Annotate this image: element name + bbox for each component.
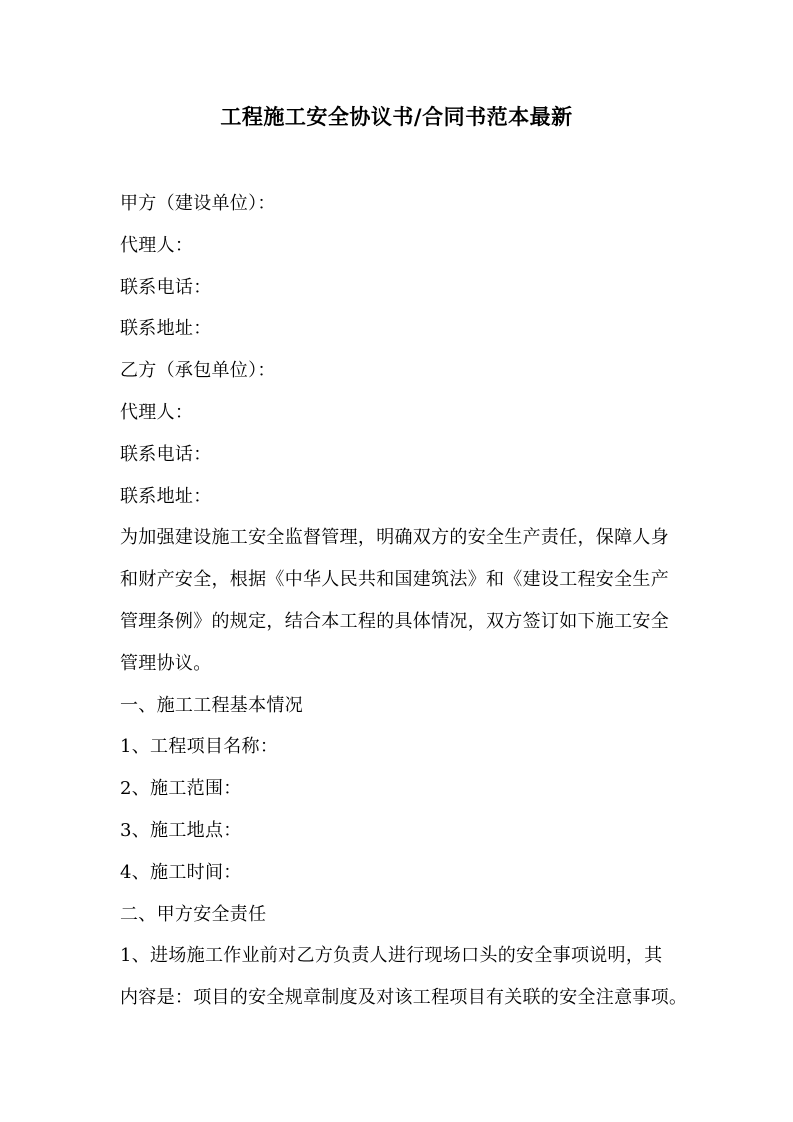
- intro-paragraph: [120, 517, 685, 684]
- section-2-item-1-line: 1、进场施工作业前对乙方负责人进行现场口头的安全事项说明，其: [120, 945, 663, 967]
- intro-line: 和财产安全，根据《中华人民共和国建筑法》和《建设工程安全生产: [120, 569, 669, 591]
- section-2-item-1-line: 内容是：项目的安全规章制度及对该工程项目有关联的安全注意事项。: [120, 987, 688, 1009]
- section-1-heading: 一、施工工程基本情况: [120, 694, 303, 716]
- party-a-address: 联系地址：: [120, 318, 212, 340]
- party-b-agent: 代理人：: [120, 401, 194, 423]
- document-body: [120, 183, 688, 1019]
- party-b-phone: 联系电话：: [120, 443, 212, 465]
- section-1-item: 1、工程项目名称：: [120, 736, 279, 758]
- party-b-heading: 乙方（承包单位）：: [120, 360, 276, 382]
- party-a-phone: 联系电话：: [120, 276, 212, 298]
- party-b-address: 联系地址：: [120, 485, 212, 507]
- document-title: 工程施工安全协议书/合同书范本最新: [220, 104, 573, 129]
- party-a-agent: 代理人：: [120, 234, 194, 256]
- section-1-item: 2、施工范围：: [120, 778, 242, 800]
- intro-line: 为加强建设施工安全监督管理，明确双方的安全生产责任，保障人身: [120, 527, 669, 549]
- intro-line: 管理条例》的规定，结合本工程的具体情况，双方签订如下施工安全: [120, 610, 669, 632]
- party-a-heading: 甲方（建设单位）：: [120, 193, 276, 214]
- section-2-item-1: [120, 935, 688, 1019]
- intro-line: 管理协议。: [120, 652, 212, 674]
- section-2-heading: 二、甲方安全责任: [120, 903, 267, 925]
- section-1-item: 4、施工时间：: [120, 861, 242, 883]
- section-1-item: 3、施工地点：: [120, 819, 242, 841]
